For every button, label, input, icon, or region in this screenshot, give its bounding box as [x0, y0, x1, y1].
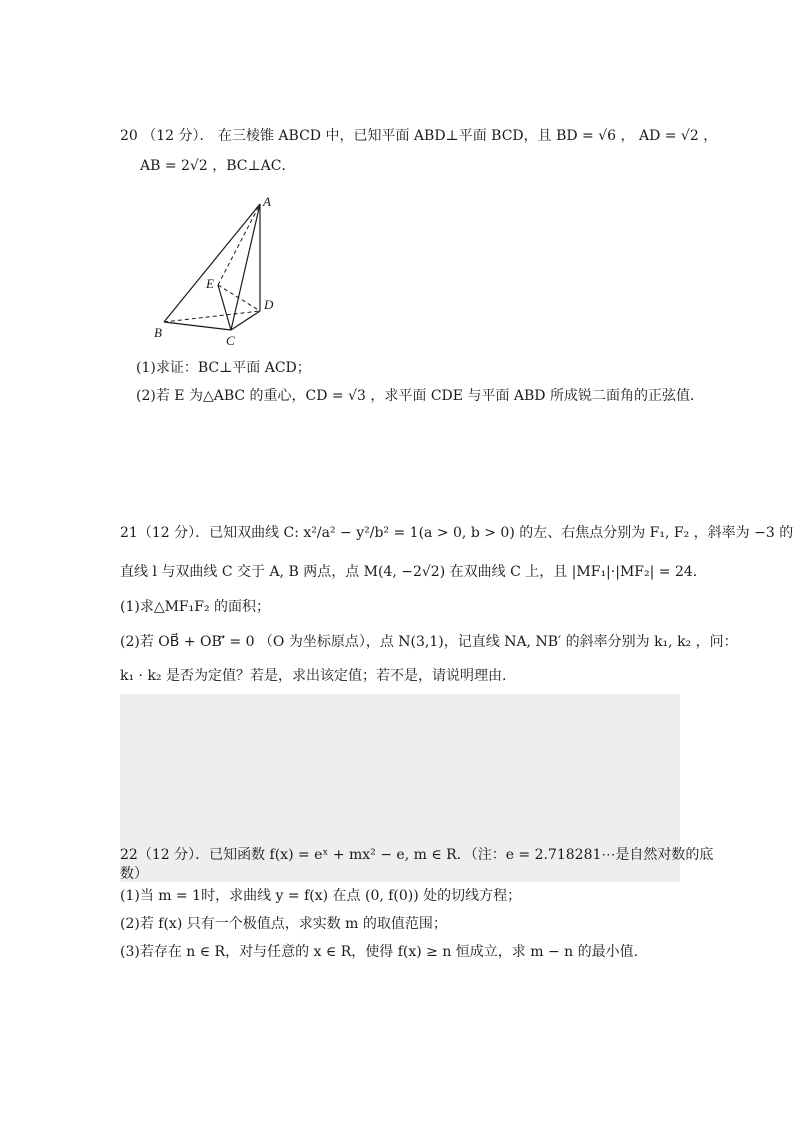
q22-part2: (2)若 f(x) 只有一个极值点，求实数 m 的取值范围；: [120, 916, 447, 932]
q20-stem-line1: 20 （12 分）． 在三棱锥 ABCD 中，已知平面 ABD⊥平面 BCD，且 BD = √6 ， AD = √2 ，: [120, 128, 718, 144]
q20-part1: (1)求证：BC⊥平面 ACD；: [136, 360, 311, 376]
q20-part2: (2)若 E 为△ABC 的重心，CD = √3 ，求平面 CDE 与平面 ABD 所成锐二面角的正弦值．: [136, 388, 704, 404]
q22-stem-line1: 22（12 分）．已知函数 f(x) = eˣ + mx² − e, m ∈ R．（注：e = 2.718281⋯是自然对数的底: [120, 847, 714, 863]
q21-stem-line2: 直线 l 与双曲线 C 交于 A, B 两点，点 M(4, −2√2) 在双曲线 C 上，且 |MF₁|·|MF₂| = 24．: [120, 564, 707, 580]
q21-stem-line1: 21（12 分）．已知双曲线 C: x²/a² − y²/b² = 1(a > 0, b > 0) 的左、右焦点分别为 F₁, F₂ ，斜率为 −3 的: [120, 525, 794, 541]
q21-part2-cont: k₁ · k₂ 是否为定值？若是，求出该定值；若不是，请说明理由.: [120, 668, 507, 684]
edge-ab: [164, 204, 260, 322]
q21-part2: (2)若 OB⃗ + OB′⃗ = 0 （O 为坐标原点），点 N(3,1)，记直线 NA, NB′ 的斜率分别为 k₁, k₂ ，问：: [120, 634, 738, 650]
q21-part1: (1)求△MF₁F₂ 的面积；: [120, 599, 271, 615]
q22-part3: (3)若存在 n ∈ R，对与任意的 x ∈ R，使得 f(x) ≥ n 恒成立，求 m − n 的最小值.: [120, 944, 639, 960]
label-b: B: [154, 325, 162, 340]
tetrahedron-figure: [150, 190, 290, 350]
label-d: D: [264, 297, 274, 312]
edge-bc: [164, 322, 231, 330]
label-c: C: [226, 333, 235, 348]
label-e: E: [206, 276, 214, 291]
segment-ec: [218, 285, 231, 330]
q20-stem-line2: AB = 2√2 ，BC⊥AC．: [140, 158, 296, 174]
q22-stem-line2: 数）: [120, 866, 148, 882]
label-a: A: [263, 194, 271, 209]
q22-part1: (1)当 m = 1时，求曲线 y = f(x) 在点 (0, f(0)) 处的切线方程；: [120, 888, 522, 904]
segment-ea-hidden: [218, 204, 260, 285]
